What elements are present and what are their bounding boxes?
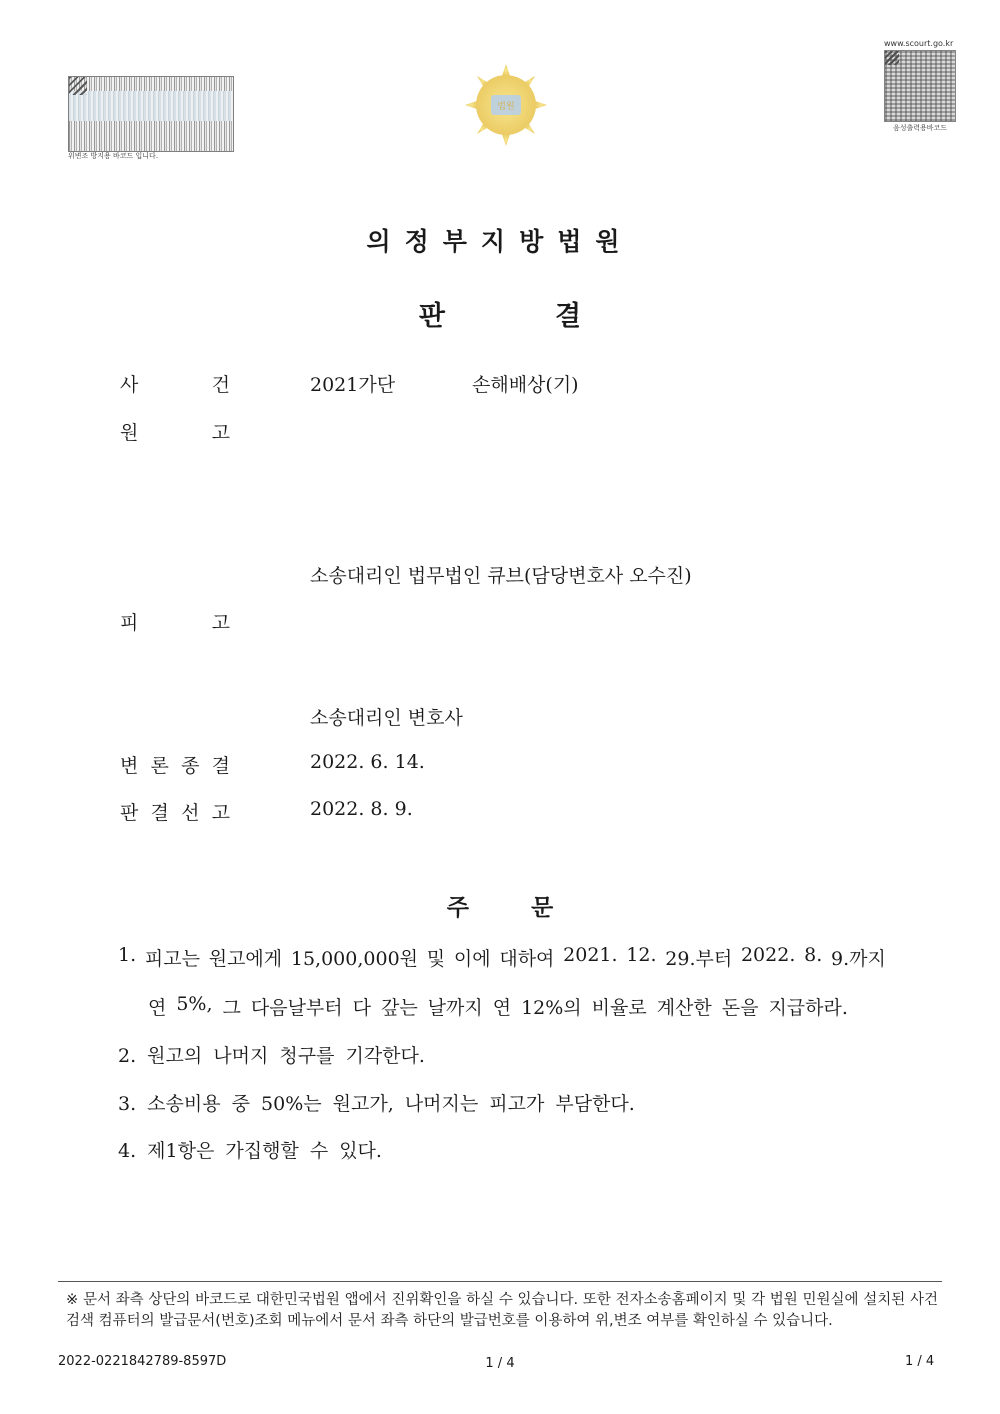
case-label: 사 건 <box>120 374 230 396</box>
scourt-url: www.scourt.go.kr <box>884 39 954 48</box>
court-seal-icon <box>463 62 549 148</box>
case-name: 손해배상(기) <box>472 374 579 396</box>
court-name: 의정부지방법원 <box>366 227 634 256</box>
order-title: 주문 <box>446 895 616 921</box>
sentencing-date: 2022. 8. 9. <box>310 798 413 820</box>
footer-divider <box>58 1281 942 1282</box>
plaintiff-counsel: 소송대리인 법무법인 큐브(담당변호사 오수진) <box>310 565 692 587</box>
closing-date: 2022. 6. 14. <box>310 751 425 773</box>
defendant-counsel: 소송대리인 변호사 <box>310 707 463 729</box>
footer-note: ※ 문서 좌측 상단의 바코드로 대한민국법원 앱에서 진위확인을 하실 수 있습니다. 또한 전자소송홈페이지 및 각 법원 민원실에 설치된 사건검색 컴퓨터의 발급문서(번호)조회 메뉴에서 문서 좌측 하단의 발급번호를 이용하여 위,변조 여부를 확인하실 수 있습니다. <box>66 1292 938 1329</box>
case-number: 2021가단 <box>310 374 396 396</box>
authenticity-barcode <box>68 76 234 152</box>
order-item-3: 3. 소송비용 중 50%는 원고가, 나머지는 피고가 부담한다. <box>118 1093 635 1115</box>
qr-caption: 음성출력용바코드 <box>892 124 948 132</box>
sentencing-label: 판 결 선 고 <box>120 802 230 824</box>
voice-output-barcode <box>884 50 956 122</box>
barcode-note: 위변조 방지용 바코드 입니다. <box>68 152 159 160</box>
page-number-center: 1 / 4 <box>485 1356 515 1371</box>
order-item-1-line-2: 연 5%, 그 다음날부터 다 갚는 날까지 연 12%의 비율로 계산한 돈을 지급하라. <box>148 993 848 1019</box>
defendant-label: 피 고 <box>120 612 230 634</box>
order-item-4: 4. 제1항은 가집행할 수 있다. <box>118 1140 382 1162</box>
document-title: 판결 <box>418 301 692 332</box>
order-item-1-line-1: 1. 피고는 원고에게 15,000,000원 및 이에 대하여 2021. 12. 29.부터 2022. 8. 9.까지 <box>118 944 886 970</box>
page-number-right: 1 / 4 <box>905 1354 935 1369</box>
svg-text:법원: 법원 <box>497 102 515 112</box>
issuance-number: 2022-0221842789-8597D <box>58 1354 227 1369</box>
order-item-2: 2. 원고의 나머지 청구를 기각한다. <box>118 1045 425 1067</box>
plaintiff-label: 원 고 <box>120 422 230 444</box>
closing-label: 변 론 종 결 <box>120 755 230 777</box>
